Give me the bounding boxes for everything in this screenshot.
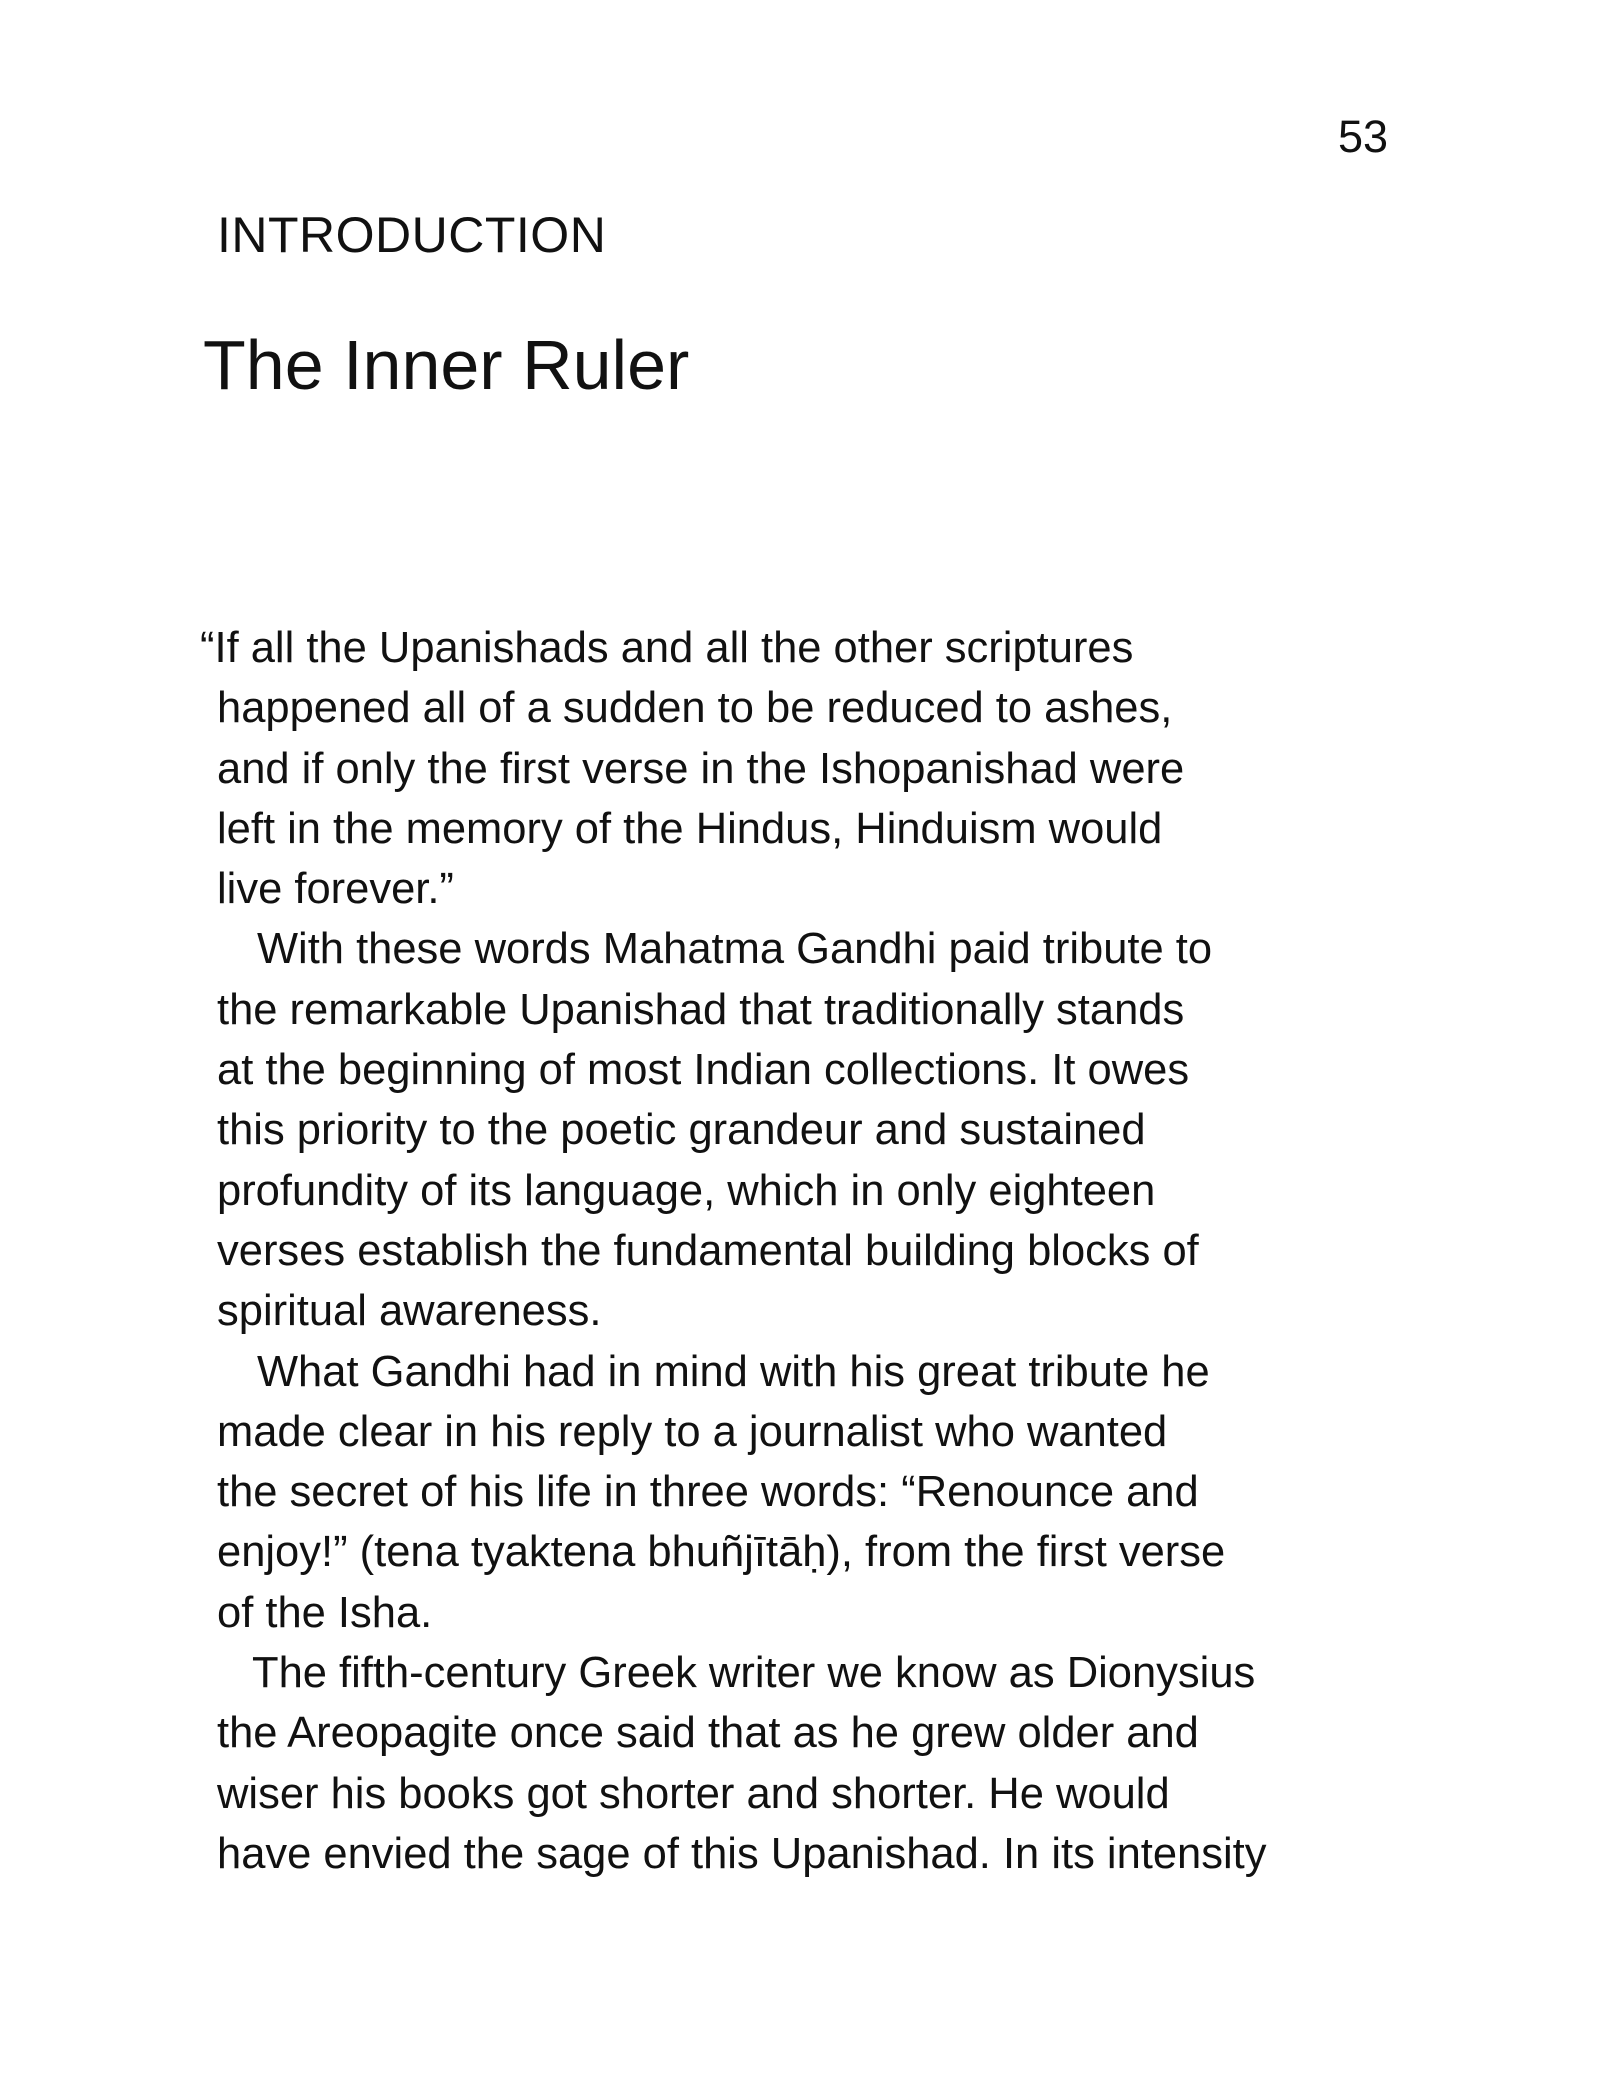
body-line: of the Isha. (217, 1588, 433, 1637)
body-line: at the beginning of most Indian collections. It owes (217, 1046, 1190, 1095)
body-line: have envied the sage of this Upanishad. In its intensity (217, 1829, 1267, 1878)
body-line: the secret of his life in three words: “Renounce and (217, 1468, 1199, 1517)
body-line: the Areopagite once said that as he grew older and (217, 1709, 1199, 1758)
page-number: 53 (1337, 111, 1388, 162)
body-line: enjoy!” (tena tyaktena bhuñjītāḥ), from the first verse (217, 1528, 1226, 1577)
body-line: this priority to the poetic grandeur and sustained (217, 1106, 1146, 1155)
chapter-title: The Inner Ruler (203, 326, 690, 404)
body-line: With these words Mahatma Gandhi paid tribute to (257, 925, 1213, 974)
body-line: left in the memory of the Hindus, Hinduism would (217, 804, 1163, 853)
body-line: wiser his books got shorter and shorter. He would (217, 1769, 1170, 1818)
body-line: made clear in his reply to a journalist who wanted (217, 1407, 1168, 1456)
body-text (200, 618, 1400, 1884)
body-line: and if only the first verse in the Ishopanishad were (217, 744, 1185, 793)
body-line: happened all of a sudden to be reduced to ashes, (217, 684, 1173, 733)
body-line: profundity of its language, which in only eighteen (217, 1166, 1156, 1215)
body-line: spiritual awareness. (217, 1287, 602, 1336)
body-line: the remarkable Upanishad that traditionally stands (217, 985, 1185, 1034)
body-line: verses establish the fundamental building blocks of (217, 1226, 1199, 1275)
body-line: The fifth-century Greek writer we know as Dionysius (252, 1649, 1256, 1698)
body-line: live forever.” (217, 865, 454, 914)
section-label: INTRODUCTION (217, 207, 607, 263)
body-line: “If all the Upanishads and all the other scriptures (200, 624, 1134, 672)
body-line: What Gandhi had in mind with his great tribute he (257, 1347, 1210, 1396)
